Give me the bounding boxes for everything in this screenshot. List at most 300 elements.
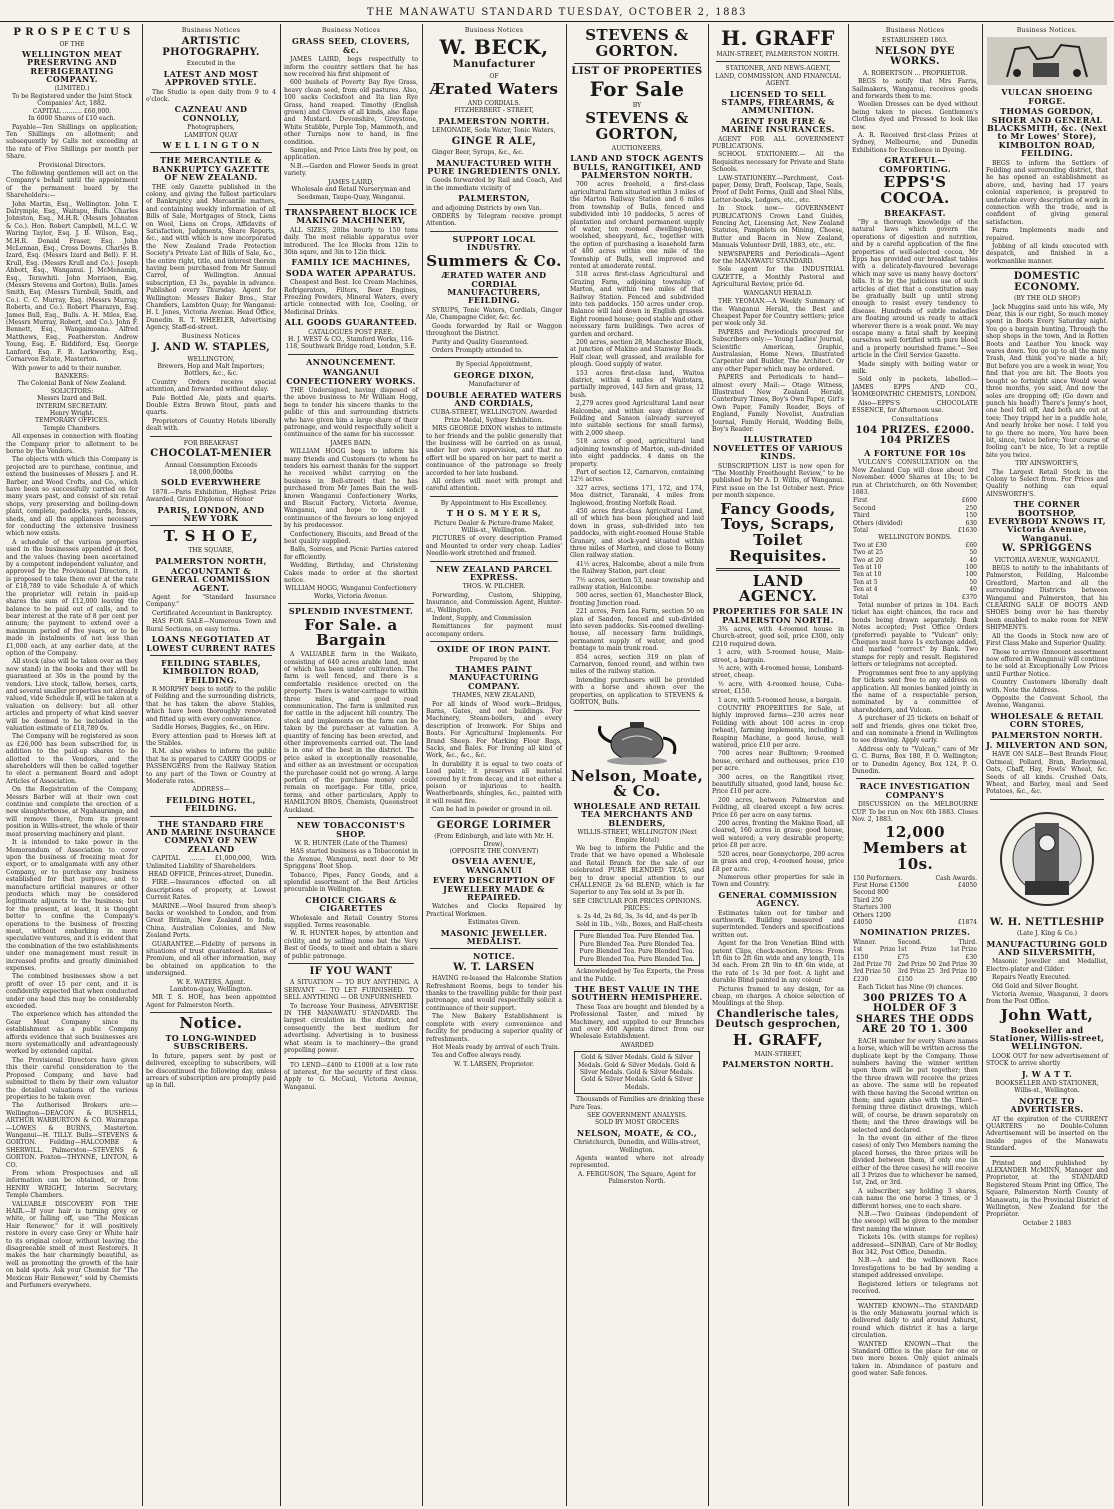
ad-title: GRATEFUL—COMFORTING. bbox=[878, 155, 952, 174]
ad-title: T. S H O E, bbox=[163, 527, 259, 546]
table-cell: £600 bbox=[961, 497, 977, 505]
paragraph: AT the expiration of the CURRENT QUARTERS no Double-Column Advertisement will be inserted on the inside pages of the Manawatu Standard. bbox=[986, 1115, 1108, 1153]
ad-title: PALMERSTON, bbox=[458, 193, 530, 204]
paragraph: BEGS to inform the Settlers of Feilding and surrounding district, that he has opened an establishment as above, and, having had 17 years colonial experience, is prepared to undertake every description of work in connection with the trade, and is confident of giving general satisfaction. bbox=[986, 159, 1108, 226]
paragraph: In Stock now— GOVERNMENT PUBLICATIONS Crown Land Guides, Fencing Act, Licensing Act, New Zealand Statutes, Pamphlets on Mining, Cheese, Butter and Bacon in New Zealand, Manuals Volunteer Drill, 1883, etc., etc. bbox=[712, 205, 844, 250]
centered-line: October 2 1883 bbox=[1022, 1219, 1072, 1227]
ad-title: Notice. bbox=[179, 1014, 243, 1033]
table-cell: Total bbox=[853, 593, 869, 601]
paragraph: 200 acres, between Palmerston and Feilding, all cleared except a few acres. Price £6 per acre on easy terms. bbox=[712, 796, 844, 819]
paragraph: ORDERS by Telegram receive prompt Attention. bbox=[426, 212, 562, 228]
centered-line: INTERIM SECRETARY. bbox=[36, 402, 108, 410]
ad-title: 300 PRIZES TO A HOLDER OF 3 SHARES THE ODDS ARE 20 TO 1. 300 bbox=[855, 992, 975, 1036]
centered-line: STATIONER, AND NEWS-AGENT, bbox=[725, 65, 831, 73]
table-row bbox=[852, 497, 978, 504]
ad-title: LAND AND STOCK AGENTS BULLS, RANGITIKEI, AND PALMERSTON NORTH. bbox=[570, 153, 704, 181]
paragraph: 854 acres, section 319 on plan of Carnarvon, fenced round, and within two miles of the railway station. bbox=[570, 653, 704, 676]
paragraph: Registered letters or telegrams not received. bbox=[852, 1280, 978, 1296]
ad-title: PALMERSTON NORTH. bbox=[722, 1058, 834, 1069]
table-cell: 1st Prize £150 bbox=[853, 946, 896, 961]
ad-title: LATEST AND MOST APPROVED STYLE. bbox=[163, 68, 259, 88]
centered-line: (Late J. King & Co.) bbox=[1016, 930, 1078, 938]
paragraph: Goods forwarded by Rail and Coach, And in the immediate vicinity of bbox=[426, 177, 562, 192]
paragraph: Address only to "Vulcan," care of Mr G. C. Burns, Box 180, P. O. Wellington; or to Dunedin Agency, Box 124, P. O. Dunedin. bbox=[852, 745, 978, 775]
table-cell: 1st Prize £30 bbox=[950, 946, 977, 961]
table-cell bbox=[924, 889, 978, 896]
paragraph: Old Gold and Silver Bought. bbox=[992, 982, 1079, 990]
table-cell: Third 250 bbox=[853, 896, 883, 904]
table-cell: 50 bbox=[969, 549, 977, 557]
ad-title: AGENT FOR FIRE & MARINE INSURANCES. bbox=[721, 115, 835, 135]
ad-title: SPLENDID INVESTMENT. bbox=[288, 606, 414, 617]
table-row bbox=[852, 919, 978, 926]
column-4 bbox=[423, 24, 565, 1506]
divider bbox=[288, 817, 414, 818]
paragraph: Each Ticket has Nine (9) chances. bbox=[858, 984, 964, 992]
paragraph: Numerous other properties for sale in Town and Country. bbox=[712, 873, 844, 889]
table-row bbox=[852, 549, 978, 556]
centered-line: Lambton-quay, Wellington. bbox=[169, 986, 253, 993]
table-row bbox=[852, 968, 978, 975]
horseshoe-illustration bbox=[987, 37, 1107, 85]
table-cell: Ten at 10 bbox=[853, 571, 882, 579]
ad-title: NEW ZEALAND PARCEL EXPRESS. bbox=[436, 563, 552, 582]
centered-line: Annual Consumption Exceeds 18,000,000lbs bbox=[164, 461, 258, 476]
bonds-table bbox=[852, 542, 978, 601]
ad-title: SODA WATER APPARATUS. bbox=[285, 267, 417, 278]
paragraph: 518 acres first-class Agricultural and Grazing Farm, adjoining township of Marton, and within two miles of that Railway Station. Fenced and subdivided into ten paddocks. 150 acres under crop. Balance will laid down in English grasses. Eight roomed house; good stable and other necessary farm buildings. Two acres of garden and orchard. bbox=[570, 271, 704, 338]
centered-line: (From Edinburgh, and late with Mr. H. Drew), bbox=[434, 833, 554, 848]
table-cell: Ten at 5 bbox=[853, 578, 878, 586]
divider bbox=[150, 525, 272, 526]
centered-line: CATALOGUES POST FREE. bbox=[308, 328, 394, 336]
ad-title: FAMILY ICE MACHINES, bbox=[291, 257, 411, 268]
centered-line: HEAD OFFICE, Princes-street, Dunedin. bbox=[148, 870, 274, 878]
table-cell: £150 bbox=[897, 975, 913, 983]
paragraph: ½ acre, with 4-roomed house, Lombard-street, cheap. bbox=[712, 664, 844, 680]
table-cell: Total bbox=[853, 526, 869, 534]
centered-line: FOR BREAKFAST bbox=[183, 439, 239, 447]
ad-title: CAZNEAU AND CONNOLLY, bbox=[174, 104, 248, 123]
paragraph: 500 acres, section 61, Manchester Block, fronting Junction road. bbox=[570, 592, 704, 607]
ad-title: WHOLESALE AND RETAIL TEA MERCHANTS AND BLENDERS, bbox=[573, 801, 701, 828]
paragraph: EACH member for every Share names a horse, which will be written across the duplicate kept by the Company. Those numbers having the winner written upon them will be put together; then the three drawn will receive the prizes as above. The same will be repeated with those having the Second written on them; and again also with the Third—forming three distinct drawings, which will, of course, be drawn separately on them; and the three drawings will be selected and declared. bbox=[852, 1037, 978, 1134]
paragraph: 600 bushels of Poverty Bay Rye Grass, heavy clean seed, from old pastures. Also, 100 sacks Cocksfoot and Ita lian Rye Grass, hand reaped. Timothy (English grown) and Clovers of all kinds, also Rape and Mustard. Devonshire, Greystone, White Stubble, Purple Top, Mammoth, and other Turnips now to hand, in fine condition. bbox=[284, 79, 418, 146]
column-2 bbox=[143, 24, 279, 1506]
centered-line: H. J. WEST & CO., Stamford Works, 116-118, Southwark Bridge road, London, S.E. bbox=[285, 335, 417, 351]
table-cell: £4050 bbox=[853, 919, 873, 927]
centered-line: LAMBTON QUAY bbox=[184, 131, 238, 139]
table-cell: 250 bbox=[965, 504, 977, 512]
paragraph: Samples, and Price Lists free by post, on application. bbox=[284, 147, 418, 162]
table-cell bbox=[924, 912, 978, 919]
table-row bbox=[852, 505, 978, 512]
paragraph: Sole agent for the INDUSTRIAL GAZETTE, a Monthly Pastoral and Agricultural Review, price 6d. bbox=[712, 266, 844, 289]
paragraph: BEGS to notify to the inhabitants of Palmerston, Feilding, Halcombe Greatford, Marton and all the surrounding Districts between Wanganui and Palmerston, that his CLEARING SALE OF BOOTS AND SHOES being over he has thereby been enabled to make room for NEW SHIPMENTS. bbox=[986, 565, 1108, 632]
centered-line: JAMES BAIN. bbox=[330, 439, 372, 447]
ad-title: LOANS NEGOTIATED AT LOWEST CURRENT RATES bbox=[146, 634, 276, 653]
centered-line: Manufacturer of bbox=[468, 381, 520, 389]
ad-title: TO LONG-WINDED SUBSCRIBERS. bbox=[165, 1032, 257, 1052]
ad-title: PROPERTIES FOR SALE IN PALMERSTON NORTH. bbox=[712, 606, 844, 625]
centered-line: WELLINGTON BONDS. bbox=[878, 534, 952, 542]
ad-title: J. W A T T. bbox=[1021, 1068, 1073, 1079]
centered-line: MAIN-STREET, PALMERSTON NORTH. bbox=[716, 51, 840, 58]
ad-title: PALMERSTON NORTH. bbox=[438, 115, 550, 126]
ad-title: GRASS SEED, CLOVERS, &c. bbox=[291, 36, 411, 55]
ad-title: MANUFACTURING GOLD AND SILVERSMITH, bbox=[986, 938, 1108, 958]
centered-line: Christchurch, Dunedin, and Willis-street, Wellington. bbox=[573, 1139, 701, 1154]
centered-line: Messrs Izard and Bell. bbox=[37, 395, 107, 403]
paragraph: The New Bakery Establishment is complete with every convenience and facility for producing a superior quality of refreshments. bbox=[426, 1013, 562, 1043]
centered-line: LAND, COMMISSION, AND FINANCIAL AGENT. bbox=[715, 72, 841, 88]
ad-title: NOTICE. bbox=[472, 951, 516, 962]
centered-line: BY bbox=[632, 102, 642, 109]
paragraph: Orders Promptly attended to. bbox=[432, 346, 523, 354]
boxed-list: Gold & Silver Medals. Gold & Silver Medals. Gold & Silver Medals. Gold & Silver Medals. Gold & Silver Medals. Gold & Silver Medals. Gold & Silver Medals. bbox=[574, 1051, 700, 1094]
centered-line: Brewers, Hop and Malt Importers; Bottlers, &c., &c. bbox=[157, 363, 265, 378]
ad-title: MANUFACTURED WITH PURE INGREDIENTS ONLY. bbox=[427, 157, 561, 176]
table-row bbox=[852, 512, 978, 519]
paragraph: FIRE.—Insurances effected on all descriptions of property, at Lowest Current Rates. bbox=[146, 879, 276, 902]
divider bbox=[990, 799, 1104, 800]
centered-line: Estimates Given. bbox=[467, 919, 521, 927]
divider bbox=[150, 816, 272, 817]
race-table bbox=[852, 875, 978, 927]
masthead: THE MANAWATU STANDARD TUESDAY, OCTOBER 2, 1883 bbox=[0, 0, 1114, 22]
paragraph: Goods forwarded by Rail or Waggon throughout the District. bbox=[426, 322, 562, 338]
double-divider bbox=[716, 568, 840, 571]
centered-line: VICTORIA AVENUE, WANGANUI. bbox=[994, 556, 1100, 564]
table-row bbox=[852, 564, 978, 571]
table-cell: £80 bbox=[965, 975, 977, 983]
centered-line: Picture Dealer & Picture-frame Maker, Willis-st., Wellington. bbox=[433, 519, 555, 534]
paragraph: Repairs Neatly Executed. bbox=[992, 974, 1071, 982]
paragraph: Purity and Quality Guaranteed. bbox=[432, 338, 529, 346]
centered-line: Prepared by the bbox=[469, 655, 519, 663]
ad-title: W E L L I N G T O N bbox=[162, 140, 260, 150]
centered-line: THE SQUARE, bbox=[188, 547, 234, 555]
paragraph: We beg to inform the Public and the Trade that we have opened a Wholesale and Retail Branch for the sale of our celebrated PURE BLENDED TEAS, and beg to draw special attention to our CHALLENGE 2s 6d BLEND, which is far Superior to any Tea sold at 3s per lb. bbox=[570, 845, 704, 897]
centered-line: AND CORDIALS. bbox=[467, 100, 521, 108]
ad-title: 104 PRIZES. £2000. 104 PRIZES bbox=[855, 424, 975, 447]
table-row bbox=[852, 875, 978, 882]
ad-title: EPPS'S COCOA. bbox=[880, 173, 950, 207]
paragraph: Programmes sent free to any applying for tickets sent free to any address on application. All monies banked jointly in the name of a respectable person, nominated by a committee of shareholders, and Vulcan. bbox=[852, 669, 978, 714]
ad-title: ALL GOODS GUARANTEED. bbox=[284, 317, 418, 328]
centered-line: s. 2s 4d, 2s 8d, 3s, 3s 4d, and 4s per lb bbox=[576, 912, 698, 920]
ad-title: THAMES PAINT MANUFACTURING COMPANY. bbox=[449, 664, 539, 691]
paragraph: Proprietors of Country Hotels liberally dealt with. bbox=[146, 417, 276, 433]
paragraph: A subscriber, say holding 3 shares, can name the one horse 3 times, or 3 different horses, one to each share. bbox=[852, 1187, 978, 1210]
paragraph: Part of section 12, Carnarvon, containing 12½ acres. bbox=[570, 468, 704, 484]
ad-title: W. T. LARSEN bbox=[453, 961, 535, 973]
table-cell: £1630 bbox=[957, 526, 977, 534]
paragraph: From whom Prospectuses and all information can be obtained, or from HENRY WRIGHT, Interim Secretary, Temple Chambers. bbox=[6, 1169, 138, 1200]
ad-title: DOMESTIC ECONOMY. bbox=[1013, 271, 1081, 293]
ad-title: W. H. NETTLESHIP bbox=[989, 916, 1105, 928]
table-cell: 100 bbox=[965, 564, 977, 571]
paragraph: To Increase Your Business, ADVERTISE IN THE MANAWATU STANDARD. The largest circulation in the district, and consequently the best medium for advertising. Advertising is to business what steam is to machinery—the grand propelling power. bbox=[284, 1002, 418, 1055]
boxed-list: Pure Blended Tea. Pure Blended Tea. Pure Blended Tea. Pure Blended Tea. Pure Blended Tea. Pure Blended Tea. Pure Blended Tea. Pure Blended Tea. bbox=[574, 930, 700, 966]
section-heading: Business Notices bbox=[464, 27, 524, 34]
paragraph: Saddle Horses, Buggies, &c., on Hire. bbox=[152, 724, 270, 732]
table-cell: Winner. bbox=[853, 938, 877, 946]
centered-line: BOOKSELLER AND STATIONER, Willis-st., Wellington. bbox=[995, 1080, 1099, 1095]
paragraph: 153 acres first-class land, Waitoa district, within 4 miles of Waitotara, partially improved, 143 fern and grass, 12 bush. bbox=[570, 369, 704, 399]
ad-title: GEORGE LORIMER bbox=[436, 819, 552, 831]
paragraph: Tickets 10s. (with stamps for replies) addressed—SINBAD, Care of Mr Bodley, Box 342, Post Office, Dunedin. bbox=[852, 1234, 978, 1257]
paragraph: Woollen Dresses can be dyed without being taken to pieces. Gentlemen's Clothes dyed and Pressed to look like new. bbox=[852, 101, 978, 131]
centered-line: SOLICITORS: bbox=[50, 387, 94, 395]
centered-line: CUBA-STREET, WELLINGTON. Awarded Prize Medal, Sydney Exhibition. bbox=[430, 409, 558, 424]
ad-title: NOTICE TO ADVERTISERS. bbox=[1010, 1095, 1084, 1115]
divider bbox=[430, 496, 558, 497]
ad-title: Ærated Waters bbox=[429, 80, 559, 99]
table-cell: Second bbox=[853, 504, 876, 512]
divider bbox=[150, 1012, 272, 1013]
ad-title: NELSON DYE WORKS. bbox=[875, 45, 955, 68]
table-row bbox=[852, 912, 978, 919]
table-cell: £4050 bbox=[957, 882, 977, 890]
ad-title: ÆRATED WATER AND CORDIAL MANUFACTURERS, FEILDING. bbox=[441, 270, 547, 306]
ad-title: PALMERSTON NORTH. bbox=[991, 729, 1103, 740]
centered-line: Photographers, bbox=[187, 124, 235, 132]
cup-prize-table bbox=[852, 497, 978, 534]
table-cell: £1874 bbox=[957, 919, 977, 927]
section-heading: Business Notices bbox=[885, 27, 945, 34]
paragraph: Cheapest and Best. Ice Cream Machines, Refrigerators, Filters, Beer Engines, Freezing Powders, Mineral Waters, every article connected with Ice, Cooling, or Medicinal Drinks. bbox=[284, 279, 418, 316]
paragraph: A schedule of the various properties used in the businesses appended at foot, and the values (having been ascertained by a competent independent valuator, and approved by the Provisional Directors, it is proposed to take them over at the rate of £18,789 to vide Schedule A of which the proprietor will retain in paid-up shares the sum of £12,000 leaving the balance to be paid out of calls, and to bear interest at the rate of 8 per cent per annum; the payment to extend over a maximum period of five years, or to be made in instalments of not less than £1,000 each, at any earlier date, at the option of the Company. bbox=[6, 538, 138, 657]
paragraph: 327 acres, sections 171, 172, and 174, Moa district, Taranaki, 4 miles from Inglewood, fronting Norfolk Road. bbox=[570, 484, 704, 507]
centered-line: (BY THE OLD SHOP.) bbox=[1013, 295, 1080, 303]
ad-title: DOUBLE AERATED WATERS AND CORDIALS, bbox=[426, 389, 562, 408]
paragraph: R MORPHY begs to notify to the public of Feilding and the surrounding districts, that he has taken the above Stables, which have been thoroughly renovated and fitted up with every convenience. bbox=[146, 686, 276, 723]
table-cell: Others 1200 bbox=[853, 911, 891, 919]
paragraph: TO LEND—£400 to £1000 at a low rate of interest, for the security of first class. Apply to G. McCaul, Victoria Avenue, Wanganui. bbox=[284, 1061, 418, 1091]
table-row bbox=[852, 520, 978, 527]
centered-line: THAMES, NEW ZEALAND, bbox=[452, 692, 536, 700]
ad-title: NELSON, MOATE, & CO., bbox=[576, 1127, 698, 1138]
centered-line: In 6000 Shares of £10 each. bbox=[28, 115, 116, 123]
paragraph: N.B.—Garden and Flower Seeds in great variety. bbox=[284, 162, 418, 178]
paragraph: Acknowledged by Tea Experts, the Press and the Public. bbox=[570, 968, 704, 983]
paragraph: Pictures framed to any design, for as cheap, on charges. A choice selection of Mouldings at the Shop. bbox=[712, 985, 844, 1008]
table-cell: 40 bbox=[969, 556, 977, 564]
divider bbox=[288, 1058, 414, 1059]
ad-title: WELLINGTON MEAT PRESERVING AND REFRIGERATING COMPANY. bbox=[22, 48, 122, 85]
table-cell: £60 bbox=[965, 541, 977, 549]
table-cell: Others (divided) bbox=[853, 519, 903, 527]
paragraph: Ginger Beer, Syrups, &c., &c. bbox=[432, 149, 524, 157]
centered-line: PRICES: bbox=[623, 905, 651, 913]
table-row bbox=[852, 882, 978, 889]
centered-line: TEMPORARY OFFICES. bbox=[34, 417, 110, 425]
centered-line: Temple Chambers. bbox=[43, 424, 101, 432]
centered-line: SEE GOVERNMENT ANALYSIS. bbox=[587, 1111, 687, 1119]
table-cell: 630 bbox=[965, 519, 977, 527]
paragraph: "By a thorough knowledge of the natural laws which govern the operations of digestion and nutrition, and by a careful application of the fine properties of well-selected cocoa, Mr Epps has provided our breakfast tables with a delicately-flavoured beverage which may save us many heavy doctors' bills. It is by the judicious use of such articles of diet that a constitution may be gradually built up until strong enough to resist every tendency to disease. Hundreds of subtle maladies are floating around us ready to attack wherever there is a weak point. We may escape many a fatal shaft by keeping ourselves well fortified with pure blood and a properly nourished frame."—See article in the Civil Service Gazette. bbox=[852, 218, 978, 360]
paragraph: Thousands of Families are drinking these Pure Teas. bbox=[570, 1096, 704, 1111]
divider bbox=[574, 710, 700, 711]
ad-title: WHOLESALE & RETAIL CORN STORES, bbox=[990, 710, 1104, 730]
divider bbox=[150, 436, 272, 437]
centered-line: Wholesale and Retail Nurseryman and Seedsman, Taupo-Quay, Wanganui. bbox=[291, 186, 411, 201]
paragraph: Country Orders receive special attention, and forwarded without delay. bbox=[146, 378, 276, 394]
paragraph: Indent, Supply, and Commission bbox=[432, 615, 532, 622]
centered-line: OF bbox=[489, 72, 499, 80]
ad-title: ACCOUNTANT & GENERAL COMMISSION AGENT. bbox=[151, 565, 271, 593]
paragraph: PAPERS and Periodicals to hand—almost every Mail:— Otago Witness, Illustrated New Zealand Herald, Canterbury Times, Boy's Own Paper, Girl's Own Paper, Family Reader, Boys of England, Family Novelist, Australian Journal, Family Herald, Wedding Bells, Boy's Reader. bbox=[712, 374, 844, 434]
section-heading: Business Notices bbox=[321, 27, 381, 34]
ad-title: A FORTUNE FOR 10s bbox=[864, 447, 966, 458]
table-cell: £370 bbox=[961, 593, 977, 601]
paragraph: VULCAN'S CONSULTATION on the New Zealand Cup will close about 3rd November. 4000 Shares at 10s; to be run at Christchurch, on 6th November, 1883. bbox=[852, 459, 978, 496]
paragraph: COUNTRY PROPERTIES for Sale, at highly improved farms—230 acres near Feilding with about 100 acres in crop (wheat), farming implements, including 1 Reaping Machine, a good house, well watered, price £10 per acre. bbox=[712, 704, 844, 749]
centered-line: (LIMITED.) bbox=[54, 85, 90, 93]
divider bbox=[430, 357, 558, 358]
paragraph: Sold only in packets, labelled:— JAMES EPPS AND CO., HOMŒOPATHIC CHEMISTS, LONDON. bbox=[852, 376, 978, 399]
paragraph: 700 acres near Bulltown; 9-roomed house, orchard and outhouses, price £10 per acre. bbox=[712, 750, 844, 773]
ad-title: J. MILVERTON AND SON, bbox=[986, 739, 1108, 750]
paragraph: Hot Meals ready by arrival of each Train. bbox=[432, 1043, 560, 1051]
paragraph: WANTED KNOWN—The STANDARD is the only Manawatu journal which is delivered daily to and around Ashurst, round which district it has a large circulation. bbox=[852, 1302, 978, 1340]
table-cell: Ten at 10 bbox=[853, 564, 882, 571]
paragraph: The Studio is open daily from 9 to 4 o'clock. bbox=[146, 88, 276, 103]
ad-title: THOMAS GORDON, SHOER AND GENERAL BLACKSMITH, &c. (Next to Mr Lowes' Store), KIMBOLTON ROAD, FEILDING. bbox=[986, 106, 1108, 159]
paragraph: A VALUABLE farm in the Waikato, consisting of 640 acres arable land, most of which has been under cultivation. The farm is well fenced, and there is a comfortable residence erected on the property. There is water-carriage to within three miles, and good road communication. The farm is unlimited run for cattle in the adjacent hill country. The stock and implements on the farm can be taken by the purchaser at valuation. A quantity of fencing has been erected, and other improvements carried out. The land is in one of the best in the district. The price asked is exceptionally reasonable, and either as an investment or occupation the purchaser could not go wrong. A large portion of the purchase money could remain on mortgage. For title, price, terms, and other particulars, Apply to HAMILTON BROS, Chemists, Queenstreet Auckland. bbox=[284, 651, 418, 814]
column-6 bbox=[709, 24, 847, 1506]
divider bbox=[574, 63, 700, 64]
table-cell: 50 bbox=[969, 578, 977, 586]
paragraph: The combined businesses show a net profit of over 15 per cent, and it is confidently expected that when conducted under one head this may be considerably exceeded. bbox=[6, 973, 138, 1011]
divider bbox=[430, 948, 558, 949]
table-row bbox=[852, 961, 978, 968]
paragraph: SUBSCRIPTION LIST is now open for "The Monthly Freethought Review," to be published by Mr A. D. Willis, of Wanganui. First issue on the 1st October next. Price per month sixpence. bbox=[712, 462, 844, 500]
column-3 bbox=[281, 24, 421, 1506]
ad-title: SUPPORT LOCAL INDUSTRY. bbox=[452, 233, 536, 253]
paragraph: 700 acres freehold, a first-class agricultural farm situated within 3 miles of the Marton Railway Station and 6 miles from township of Bulls, fenced and subdivided into 10 paddocks, 5 acres of plantation and orchard permanent supply of water, ten roomed dwelling-house, woolshed, sheepyard, &c., together with the option of purchasing a leasehold farm of 400 acres within one mile of the Township of Bulls, well improved and rented at amoderate rental. bbox=[570, 181, 704, 270]
ad-title: LIST OF PROPERTIES bbox=[571, 65, 703, 77]
divider bbox=[288, 603, 414, 604]
ad-title: Fancy Goods, Toys, Scraps, Toilet Requisites. bbox=[720, 499, 836, 565]
paragraph: AGENT FOR ALL GOVERNMENT PUBLICATIONS. bbox=[712, 135, 844, 150]
ad-title: THE BEST VALUE IN THE SOUTHERN HEMISPHERE. bbox=[571, 983, 703, 1003]
divider bbox=[288, 204, 414, 205]
ad-title: FEILDING HOTEL, FEILDING. bbox=[166, 794, 256, 814]
paragraph: 1878.—Paris Exhibition, Highest Prize Awarded, Grand Diploma of Honor bbox=[146, 488, 276, 504]
paragraph: All stock (also will be taken over as they now stand) in the books and they will be guaranteed at 30s in the pound by the vendors. Live stock, tallow, horses, carts, and several smaller properties not already valued, vide Schedule B, will be taken at a valuation on delivery: but all other articles and property of what kind soever will be deemed to be included in the valuation estimate of £18,789 0s. bbox=[6, 658, 138, 732]
centered-line: OF THE bbox=[59, 40, 85, 48]
paragraph: DISCUSSION on the MELBOURNE CUP. To be run on Nov. 6th 1883. Closes Nov. 2, 1883. bbox=[852, 801, 978, 823]
paragraph: Made simply with boiling water or milk. bbox=[852, 360, 978, 376]
paragraph: Masonic Jeweller and Medallist, Electro-plater and Gilder. bbox=[986, 958, 1108, 973]
paragraph: WILLIAM HOGG begs to inform his many friends and Customers (to whom he tenders his earnest thanks for the support he received whilst carrying on the business in Bell-street) that he has purchased from Mr James Bain the well-known Wanganui Confectionery Works, and Biscuit Factory, Victoria Avenue, Wanganui, and hope to solicit a continuance of the favours so long enjoyed by his predecessor. bbox=[284, 448, 418, 530]
paragraph: Also—EPPS'S CHOCOLATE ESSENCE, for Afternoon use. bbox=[852, 399, 978, 415]
paragraph: Can be had in powder or ground in oil. bbox=[432, 806, 552, 814]
paragraph: Agent for "Standard Insurance Company." bbox=[146, 594, 276, 609]
paragraph: The Company will be registered as soon as £26,000 has been subscribed for, in addition to the paid-up shares to be allotted to the Vendors, and the shareholders will then be called together to elect a permanent Board and adopt Articles of Association. bbox=[6, 733, 138, 785]
table-row bbox=[852, 594, 978, 601]
table-row bbox=[852, 904, 978, 911]
paragraph: A. R. Received first-class Prizes at Sydney, Melbourne, and Dunedin Exhibitions for Excellence in Dyeing. bbox=[852, 132, 978, 154]
centered-line: To be Registered under the Joint Stock Companies' Act, 1882. bbox=[11, 92, 133, 108]
centered-line: W. T. LARSEN, Proprietor. bbox=[454, 1060, 534, 1068]
table-row bbox=[852, 897, 978, 904]
table-cell: 2nd Prize 50 bbox=[897, 961, 936, 969]
ad-title: OSVEIA AVENUE, WANGANUI bbox=[451, 856, 537, 875]
ad-title: THE MERCANTILE & BANKRUPTCY GAZETTE OF NEW ZEALAND. bbox=[152, 155, 270, 183]
ad-title: LICENSED TO SELL STAMPS, FIREARMS, & AMMUNITION. bbox=[721, 88, 835, 116]
table-cell: Third bbox=[853, 512, 870, 520]
column-8 bbox=[983, 24, 1111, 1506]
ad-title: PARIS, LONDON, AND NEW YORK bbox=[157, 504, 265, 523]
paragraph: W. R. HUNTER hopes, by attention and civility, and by selling none but the Very Best of Goods, to meet and obtain a share of public patronage. bbox=[284, 930, 418, 960]
centered-line: WANGANUI HERALD. bbox=[743, 289, 813, 297]
paragraph: 1 acre, with 5-roomed house, Main-street, a bargain. bbox=[712, 649, 844, 664]
paragraph: SYRUPS, Tonic Waters, Cordials, Ginger Ale, Champagne Cider, &c. &c. bbox=[426, 306, 562, 322]
paragraph: Pale Bottled Ale, pints and quarts. Double Extra Brown Stout, pints and quarts. bbox=[146, 394, 276, 417]
paragraph: N.B.—A and the wellknown Race Investigations to be had by sending a stamped addressed envelope. bbox=[852, 1257, 978, 1280]
ad-title: OXIDE OF IRON PAINT. bbox=[437, 644, 551, 655]
ad-title: Summers & Co. bbox=[426, 251, 562, 270]
paragraph: 518 acres of good, agricultural land adjoining township of Marton, sub-divided into eight paddocks. 4 dams on the property. bbox=[570, 438, 704, 468]
table-cell: First bbox=[853, 497, 868, 505]
paragraph: Sold in 1lb., ½lb., Boxes, and Half-chests bbox=[576, 921, 703, 929]
paragraph: The Largest Retail Stock in the Colony to Select from. For Prices and Quality nothing can equal AINSWORTH'S. bbox=[986, 468, 1108, 498]
paragraph: GUARANTEE.—Fidelity of persons in situations of trust guaranteed. Rates of Premium, and all other information, may be obtained on application to the undersigned. bbox=[146, 940, 276, 978]
centered-line: By Appointment to His Excellency. bbox=[440, 499, 548, 507]
column-7 bbox=[849, 24, 981, 1506]
paragraph: MRS GEORGE DIXON wishes to intimate to her friends and the public generally that the business will be carried on as usual, under her own supervision, and that no effort will be spared on her part to merit a continuance of the patronage so freely accorded to her late husband. bbox=[426, 425, 562, 477]
ad-title: Manufacturer bbox=[452, 59, 536, 71]
paragraph: 41½ acres, Halcombe, about a mile from the Railway Station, part clear. bbox=[570, 560, 704, 576]
table-cell: 3rd Prize 25 bbox=[897, 968, 935, 976]
centered-line: WILLIS-STREET, WELLINGTON (Next Empire Hotel) bbox=[577, 829, 697, 844]
centered-line: W. R. HUNTER (Late of the Thames) bbox=[294, 839, 408, 847]
paragraph: MR T. S. HOE, has been appointed Agent for Palmerston North. bbox=[146, 994, 276, 1009]
table-cell: Two at 25 bbox=[853, 549, 883, 557]
paragraph: With power to add to their number. bbox=[12, 364, 122, 372]
table-cell: 2nd Prize 30 bbox=[938, 961, 977, 969]
paragraph: MARINE.—Wool Insured from sheep's backs or woolshed to London, and from Great Britain, New Zealand to India, China, Australian Colonies, and New Zealand Ports. bbox=[146, 902, 276, 940]
section-heading: Business Notices. bbox=[1016, 27, 1078, 34]
paragraph: THE YEOMAN.—A Weekly Summary of the Wanganui Herald, the Best and Cheapest Paper for Country settlers; price per week only 3d. bbox=[712, 298, 844, 328]
table-cell: Cash Awards. bbox=[935, 874, 977, 882]
columns-container bbox=[3, 24, 1111, 1506]
paragraph: Forwarding, Custom, Shipping, Insurance, and Commission Agent, Hunter-st., Wellington. bbox=[426, 591, 562, 614]
section-heading: Business Notices bbox=[181, 27, 241, 34]
paragraph: Agent for the Iron Venetian Blind with patent Clips, check-motion. Prices: From 1ft 6in to 2ft 6in wide and any length, 11s 3d each. From 2ft 9in to 4ft 6in wide, at the rate of 1s 3d per foot. A light and durable Blind painted in any colour. bbox=[712, 940, 844, 985]
paragraph: Wholesale and Retail Country Stores supplied. Terms reasonable. bbox=[284, 914, 418, 929]
ad-title: LAND AGENCY. bbox=[738, 571, 818, 606]
paragraph: and adjoining Districts by own Van. bbox=[432, 204, 542, 212]
table-cell: Starters 300 bbox=[853, 904, 892, 912]
ad-title: STEVENS & GORTON. bbox=[585, 26, 689, 60]
centered-line: ADDRESS— bbox=[192, 786, 230, 794]
centered-line: A. FERGUSON, The Square, Agent for Palmerston North. bbox=[577, 1170, 697, 1186]
table-cell: Two at 20 bbox=[853, 556, 883, 564]
paragraph: Opposite the Convent School, the Avenue, Wanganui. bbox=[986, 694, 1108, 710]
centered-line: WILLIAM HOGG, Wanganui Confectionery Works, Victoria Avenue. bbox=[285, 585, 417, 600]
paragraph: The Provisional Directors have given this their careful consideration to the Proposed Company, and have had submitted to them by their own valuator the detailed valuations of the various properties to be taken over. bbox=[6, 1056, 138, 1101]
table-cell: 150 bbox=[965, 512, 977, 520]
teapot-illustration bbox=[592, 714, 682, 766]
paragraph: The Authorised Brokers are:— Wellington—DEACON & BUSHELL, ARTHUR WARBURTON & CO. Wairarapa—LOWES & BURNS, Masterton. Wanganui—H. TILLY. Bulls—STEVENS & GORTON. Feilding—HALCOMBE & SHERWILL. Palmerston—STEVENS & GORTON. Foxton—THYNNE, LINTON, & CO. bbox=[6, 1102, 138, 1169]
table-cell: 40 bbox=[969, 586, 977, 594]
paragraph: Jack Muggins said unto his wife, My Dear, this is our right, So much money spent in Boots Every Saturday night. You go a bargain hunting, Through the shop shops in the town, And in Rotten Boots and Leather You knock way wares down. You go up to all the many Trash, And think you've made a hit; But before you are a week in wear, You find that you are bit. The Boots you bought so fortnight since Would wear three months, you said, And now the soles are dropping off; (Go down and punch his head!) There's Jenny's boot, one heel fell off, And both are out at toes; They trippd her in a puddle hole, And nearly broke her nose. I told you to go there no more, You have been bit, since, twice before; Your course of fooling can't be nice, To let a reptile bite you twice. bbox=[986, 303, 1108, 459]
paragraph: WANTED KNOWN—That the Standard Office is the place for one or two more boxes. Only quiet animals taken in. Abundance of pasture and good water. Safe fences. bbox=[852, 1340, 978, 1378]
